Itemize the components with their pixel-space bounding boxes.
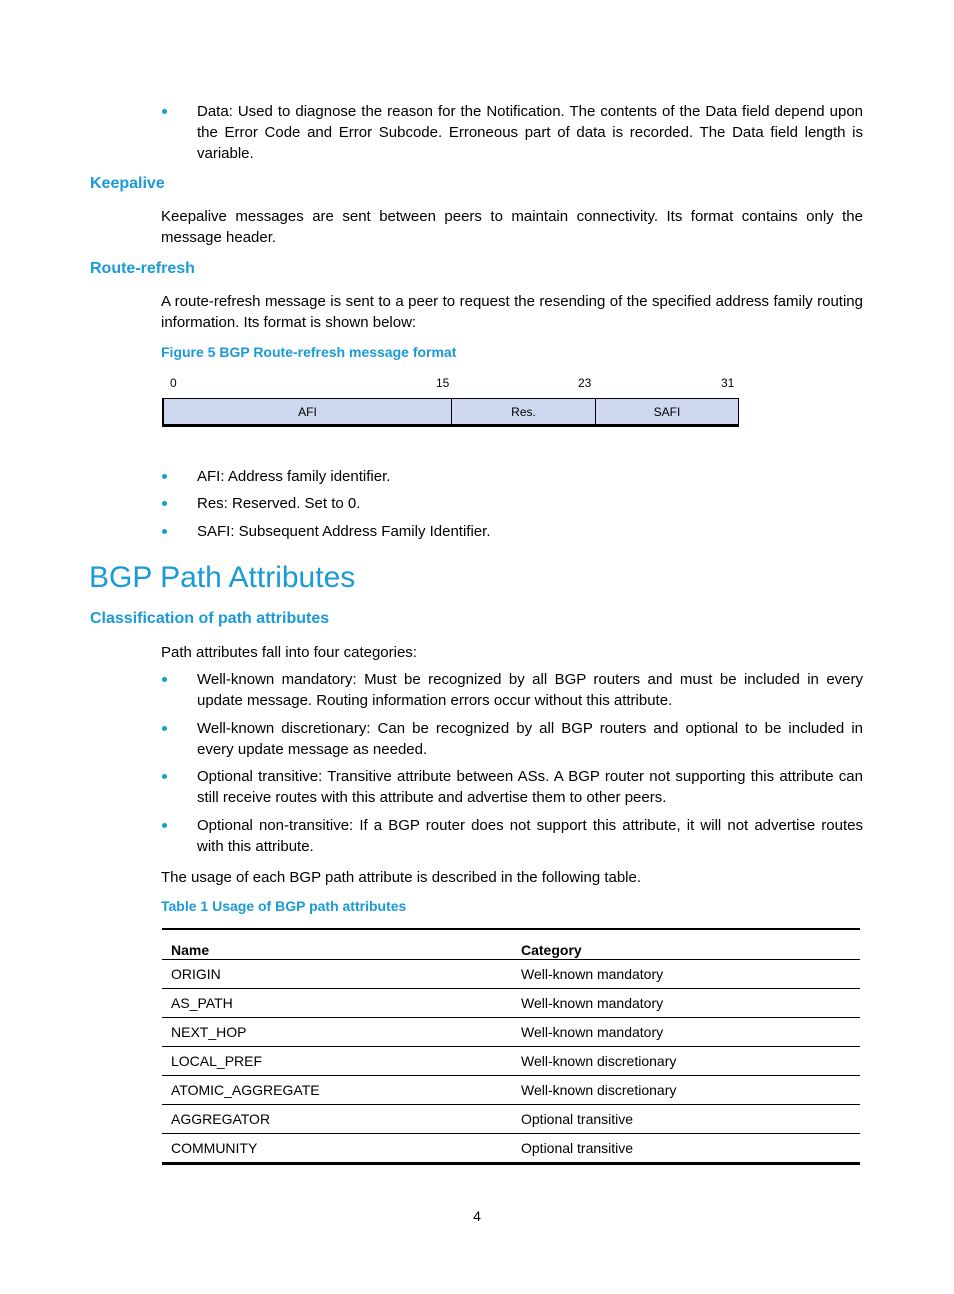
list-item	[160, 669, 863, 711]
list-item	[160, 493, 863, 514]
keepalive-text: Keepalive messages are sent between peers to maintain connectivity. Its format contains only the message header.	[161, 208, 863, 246]
list-item	[160, 466, 863, 487]
bullet-icon	[162, 823, 167, 828]
attribute-name: ORIGIN	[162, 960, 512, 989]
list-item	[160, 101, 863, 164]
usage-text: The usage of each BGP path attribute is described in the following table.	[161, 869, 642, 886]
bit-label: 31	[721, 376, 735, 390]
category-description: Optional transitive: Transitive attribute between ASs. A BGP router not supporting this attribute can still receive routes with this attribute and advertise them to other peers.	[197, 768, 863, 806]
bullet-icon	[162, 109, 167, 114]
category-description: Well-known mandatory: Must be recognized by all BGP routers and must be included in every update message. Routing information errors occur without this attribute.	[197, 671, 863, 709]
attribute-category: Well-known mandatory	[512, 1018, 860, 1047]
column-header: Name	[171, 942, 210, 958]
afi-field: AFI	[163, 398, 452, 425]
table-caption: Table 1 Usage of BGP path attributes	[161, 898, 407, 914]
data-field-description: Data: Used to diagnose the reason for the Notification. The contents of the Data field depend upon the Error Code and Error Subcode. Erroneous part of data is recorded. The Data field length is variable.	[197, 103, 863, 162]
category-description: Optional non-transitive: If a BGP router does not support this attribute, it will not advertise routes with this attribute.	[197, 817, 863, 855]
attribute-name: AGGREGATOR	[162, 1105, 512, 1134]
bit-label: 0	[170, 376, 177, 390]
section-title: BGP Path Attributes	[89, 561, 356, 594]
list-item	[160, 766, 863, 808]
list-item	[160, 521, 863, 542]
bullet-icon	[162, 677, 167, 682]
classification-heading: Classification of path attributes	[90, 610, 330, 627]
attribute-name: AS_PATH	[162, 989, 512, 1018]
keepalive-heading: Keepalive	[90, 175, 165, 192]
attribute-name: NEXT_HOP	[162, 1018, 512, 1047]
attribute-category: Well-known discretionary	[512, 1076, 860, 1105]
bullet-icon	[162, 501, 167, 506]
safi-definition: SAFI: Subsequent Address Family Identifier.	[197, 523, 491, 540]
column-header: Category	[521, 942, 582, 958]
table-row	[162, 960, 860, 989]
table-row	[162, 1134, 860, 1164]
attribute-name: ATOMIC_AGGREGATE	[162, 1076, 512, 1105]
attribute-category: Well-known mandatory	[512, 960, 860, 989]
table-header-row	[162, 929, 860, 960]
attribute-category: Optional transitive	[512, 1105, 860, 1134]
bit-label: 23	[578, 376, 592, 390]
route-refresh-heading: Route-refresh	[90, 260, 195, 277]
bullet-icon	[162, 474, 167, 479]
route-refresh-text: A route-refresh message is sent to a peer to request the resending of the specified address family routing information. Its format is shown below:	[161, 293, 863, 331]
res-definition: Res: Reserved. Set to 0.	[197, 495, 361, 512]
bullet-icon	[162, 529, 167, 534]
attribute-name: COMMUNITY	[162, 1134, 512, 1164]
path-attributes-table	[162, 928, 860, 1165]
safi-field: SAFI	[595, 398, 739, 425]
bit-label: 15	[436, 376, 450, 390]
attribute-name: LOCAL_PREF	[162, 1047, 512, 1076]
table-row	[162, 989, 860, 1018]
attribute-category: Optional transitive	[512, 1134, 860, 1164]
res-field: Res.	[451, 398, 596, 425]
category-description: Well-known discretionary: Can be recognized by all BGP routers and optional to be included in every update message as needed.	[197, 720, 863, 758]
attribute-category: Well-known discretionary	[512, 1047, 860, 1076]
bullet-icon	[162, 726, 167, 731]
bullet-icon	[162, 774, 167, 779]
attribute-category: Well-known mandatory	[512, 989, 860, 1018]
table-row	[162, 1105, 860, 1134]
categories-intro: Path attributes fall into four categories:	[161, 644, 417, 661]
table-row	[162, 1018, 860, 1047]
list-item	[160, 718, 863, 760]
list-item	[160, 815, 863, 857]
table-row	[162, 1076, 860, 1105]
page-number: 4	[473, 1208, 481, 1224]
table-row	[162, 1047, 860, 1076]
afi-definition: AFI: Address family identifier.	[197, 468, 391, 485]
figure-caption: Figure 5 BGP Route-refresh message format	[161, 344, 457, 360]
